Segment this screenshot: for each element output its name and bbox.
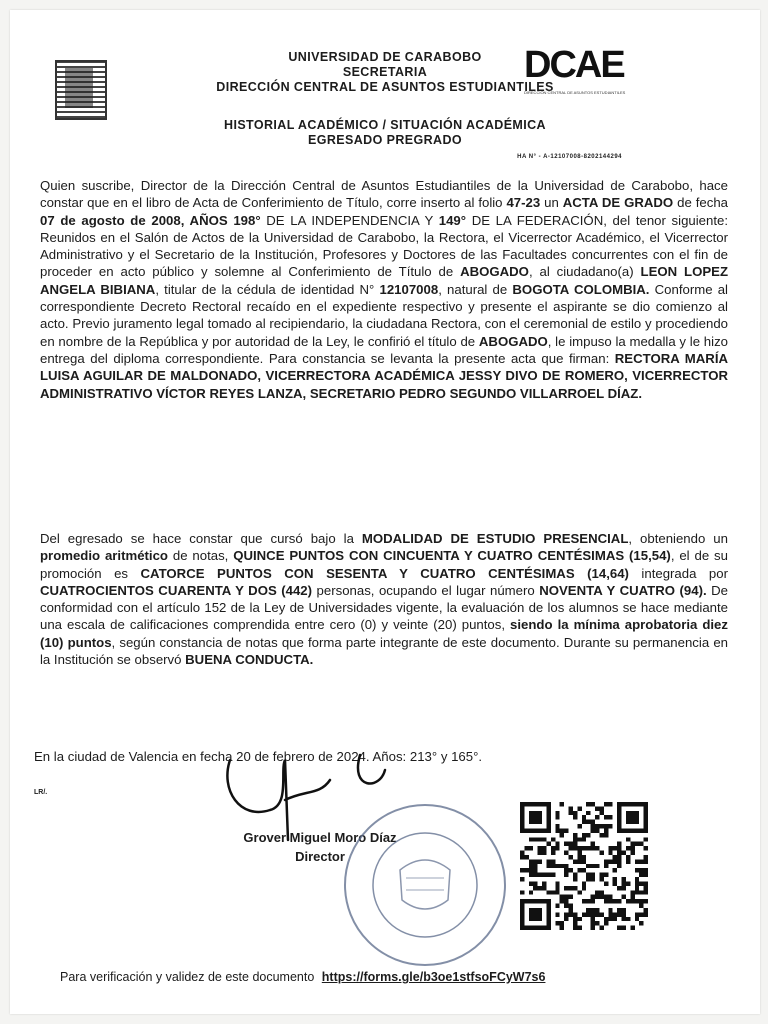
document-title	[10, 118, 760, 148]
university-name: UNIVERSIDAD DE CARABOBO	[288, 50, 482, 64]
signatories-list: RECTORA MARÍA LUISA AGUILAR DE MALDONADO, VICERRECTORA ACADÉMICA JESSY DIVO DE ROMERO, VICERRECTOR ADMINISTRATIVO VÍCTOR REYES LANZA, SECRETARIO PEDRO SEGUNDO VILLARROEL DÍAZ.	[40, 350, 729, 401]
signatory-role: Director	[295, 849, 345, 864]
federation-year: 149°	[438, 212, 467, 228]
p2-text-5: integrada por	[628, 565, 728, 581]
verification-line	[60, 970, 545, 984]
folio-number: 47-23	[506, 195, 541, 211]
acta-date: 07 de agosto de 2008, AÑOS 198°	[40, 212, 261, 228]
verification-link[interactable]: https://forms.gle/b3oe1stfsoFCyW7s6	[321, 970, 546, 984]
city-date-line: En la ciudad de Valencia en fecha 20 de febrero de 2024. Años: 213° y 165°.	[34, 749, 483, 764]
document-header	[10, 50, 760, 95]
dcae-logo: DCAE	[524, 44, 624, 86]
degree-title: ABOGADO	[460, 264, 529, 280]
p2-text-3: de notas,	[167, 548, 234, 564]
birthplace: BOGOTA COLOMBIA.	[512, 281, 650, 297]
acta-label: ACTA DE GRADO	[562, 195, 674, 211]
academic-record-paragraph	[40, 530, 728, 668]
p2-text-6: personas, ocupando el lugar número	[312, 582, 540, 598]
direccion-label: DIRECCIÓN CENTRAL DE ASUNTOS ESTUDIANTILES	[216, 80, 554, 94]
minimum-passing: siendo la mínima aprobatoria diez (10) puntos	[40, 617, 728, 650]
p2-text-2: , obteniendo un	[628, 531, 728, 546]
conduct-rating: BUENA CONDUCTA.	[185, 652, 314, 668]
p1-text-4: DE LA INDEPENDENCIA Y	[260, 212, 439, 228]
p1-text-8: , natural de	[438, 281, 513, 297]
signatory-name: Grover Miguel Moro Díaz	[243, 830, 397, 845]
id-number: 12107008	[379, 281, 439, 297]
p1-text-3: de fecha	[673, 195, 729, 211]
study-modality: MODALIDAD DE ESTUDIO PRESENCIAL	[361, 531, 629, 546]
p1-text-7: , titular de la cédula de identidad N°	[155, 281, 380, 297]
dcae-logo-subtext: DIRECCIÓN CENTRAL DE ASUNTOS ESTUDIANTILES	[524, 90, 626, 95]
p2-text-7: De conformidad con el artículo 152 de la Ley de Universidades vigente, la evaluación de los alumnos se hace mediante una escala de calificaciones comprendida entre cero (0) y veinte (20) puntos,	[40, 582, 728, 633]
p1-text-5: DE LA FEDERACIÓN, del tenor siguiente: Reunidos en el Salón de Actos de la Universidad de Carabobo, la Rectora, el Vicerrector Académico, el Vicerrector Administrativo y el Secretario de la Institución, Profesores y Doctores de las Facultades concurrentes con el fin de proceder en acto público y solemne al Conferimiento de Título de	[40, 212, 729, 280]
verification-label: Para verificación y validez de este documento	[60, 970, 315, 984]
class-size: CUATROCIENTOS CUARENTA Y DOS (442)	[40, 582, 313, 598]
title-line-1: HISTORIAL ACADÉMICO / SITUACIÓN ACADÉMICA	[224, 118, 546, 132]
degree-title-2: ABOGADO	[478, 333, 548, 349]
typist-initials: LR/.	[34, 789, 48, 796]
class-rank: NOVENTA Y CUATRO (94).	[539, 582, 707, 598]
p2-text-1: Del egresado se hace constar que cursó bajo la	[40, 531, 362, 546]
ha-number: HA N° - A-12107008-8202144294	[517, 154, 622, 160]
title-line-2: EGRESADO PREGRADO	[307, 133, 463, 147]
graduate-average: QUINCE PUNTOS CON CINCUENTA Y CUATRO CENTÉSIMAS (15,54)	[233, 548, 671, 564]
act-paragraph	[40, 177, 728, 402]
secretaria-label: SECRETARIA	[342, 65, 428, 79]
p2-text-4: , el de su promoción es	[40, 548, 728, 581]
p1-text-6: , al ciudadano(a)	[528, 264, 641, 280]
p1-text-10: , le impuso la medalla y le hizo entrega del diploma correspondiente. Para constancia se levanta la presente acta que firman:	[40, 333, 728, 366]
qr-code-icon	[520, 802, 648, 930]
p2-text-8: , según constancia de notas que forma parte integrante de este documento. Durante su permanencia en la Institución se observó	[40, 634, 728, 668]
document-page	[10, 10, 760, 1014]
p1-text-9: Conforme al correspondiente Decreto Rectoral recaído en el expediente respectivo y presente el aspirante se dio comienzo al acto. Previo juramento legal tomado al recipiendario, la ciudadana Rectora, con el ceremonial de estilo y procediendo en nombre de la República y por autoridad de la Ley, le confirió el título de	[40, 281, 728, 349]
class-average: CATORCE PUNTOS CON SESENTA Y CUATRO CENTÉSIMAS (14,64)	[140, 565, 629, 581]
p1-text-1: Quien suscribe, Director de la Dirección Central de Asuntos Estudiantiles de la Universidad de Carabobo, hace constar que en el libro de Acta de Conferimiento de Título, corre inserto al folio	[40, 178, 728, 211]
p1-text-2: un	[540, 195, 563, 211]
graduate-name: LEON LOPEZ ANGELA BIBIANA	[40, 264, 728, 297]
average-label: promedio aritmético	[40, 548, 168, 564]
official-seal-icon	[340, 800, 510, 970]
